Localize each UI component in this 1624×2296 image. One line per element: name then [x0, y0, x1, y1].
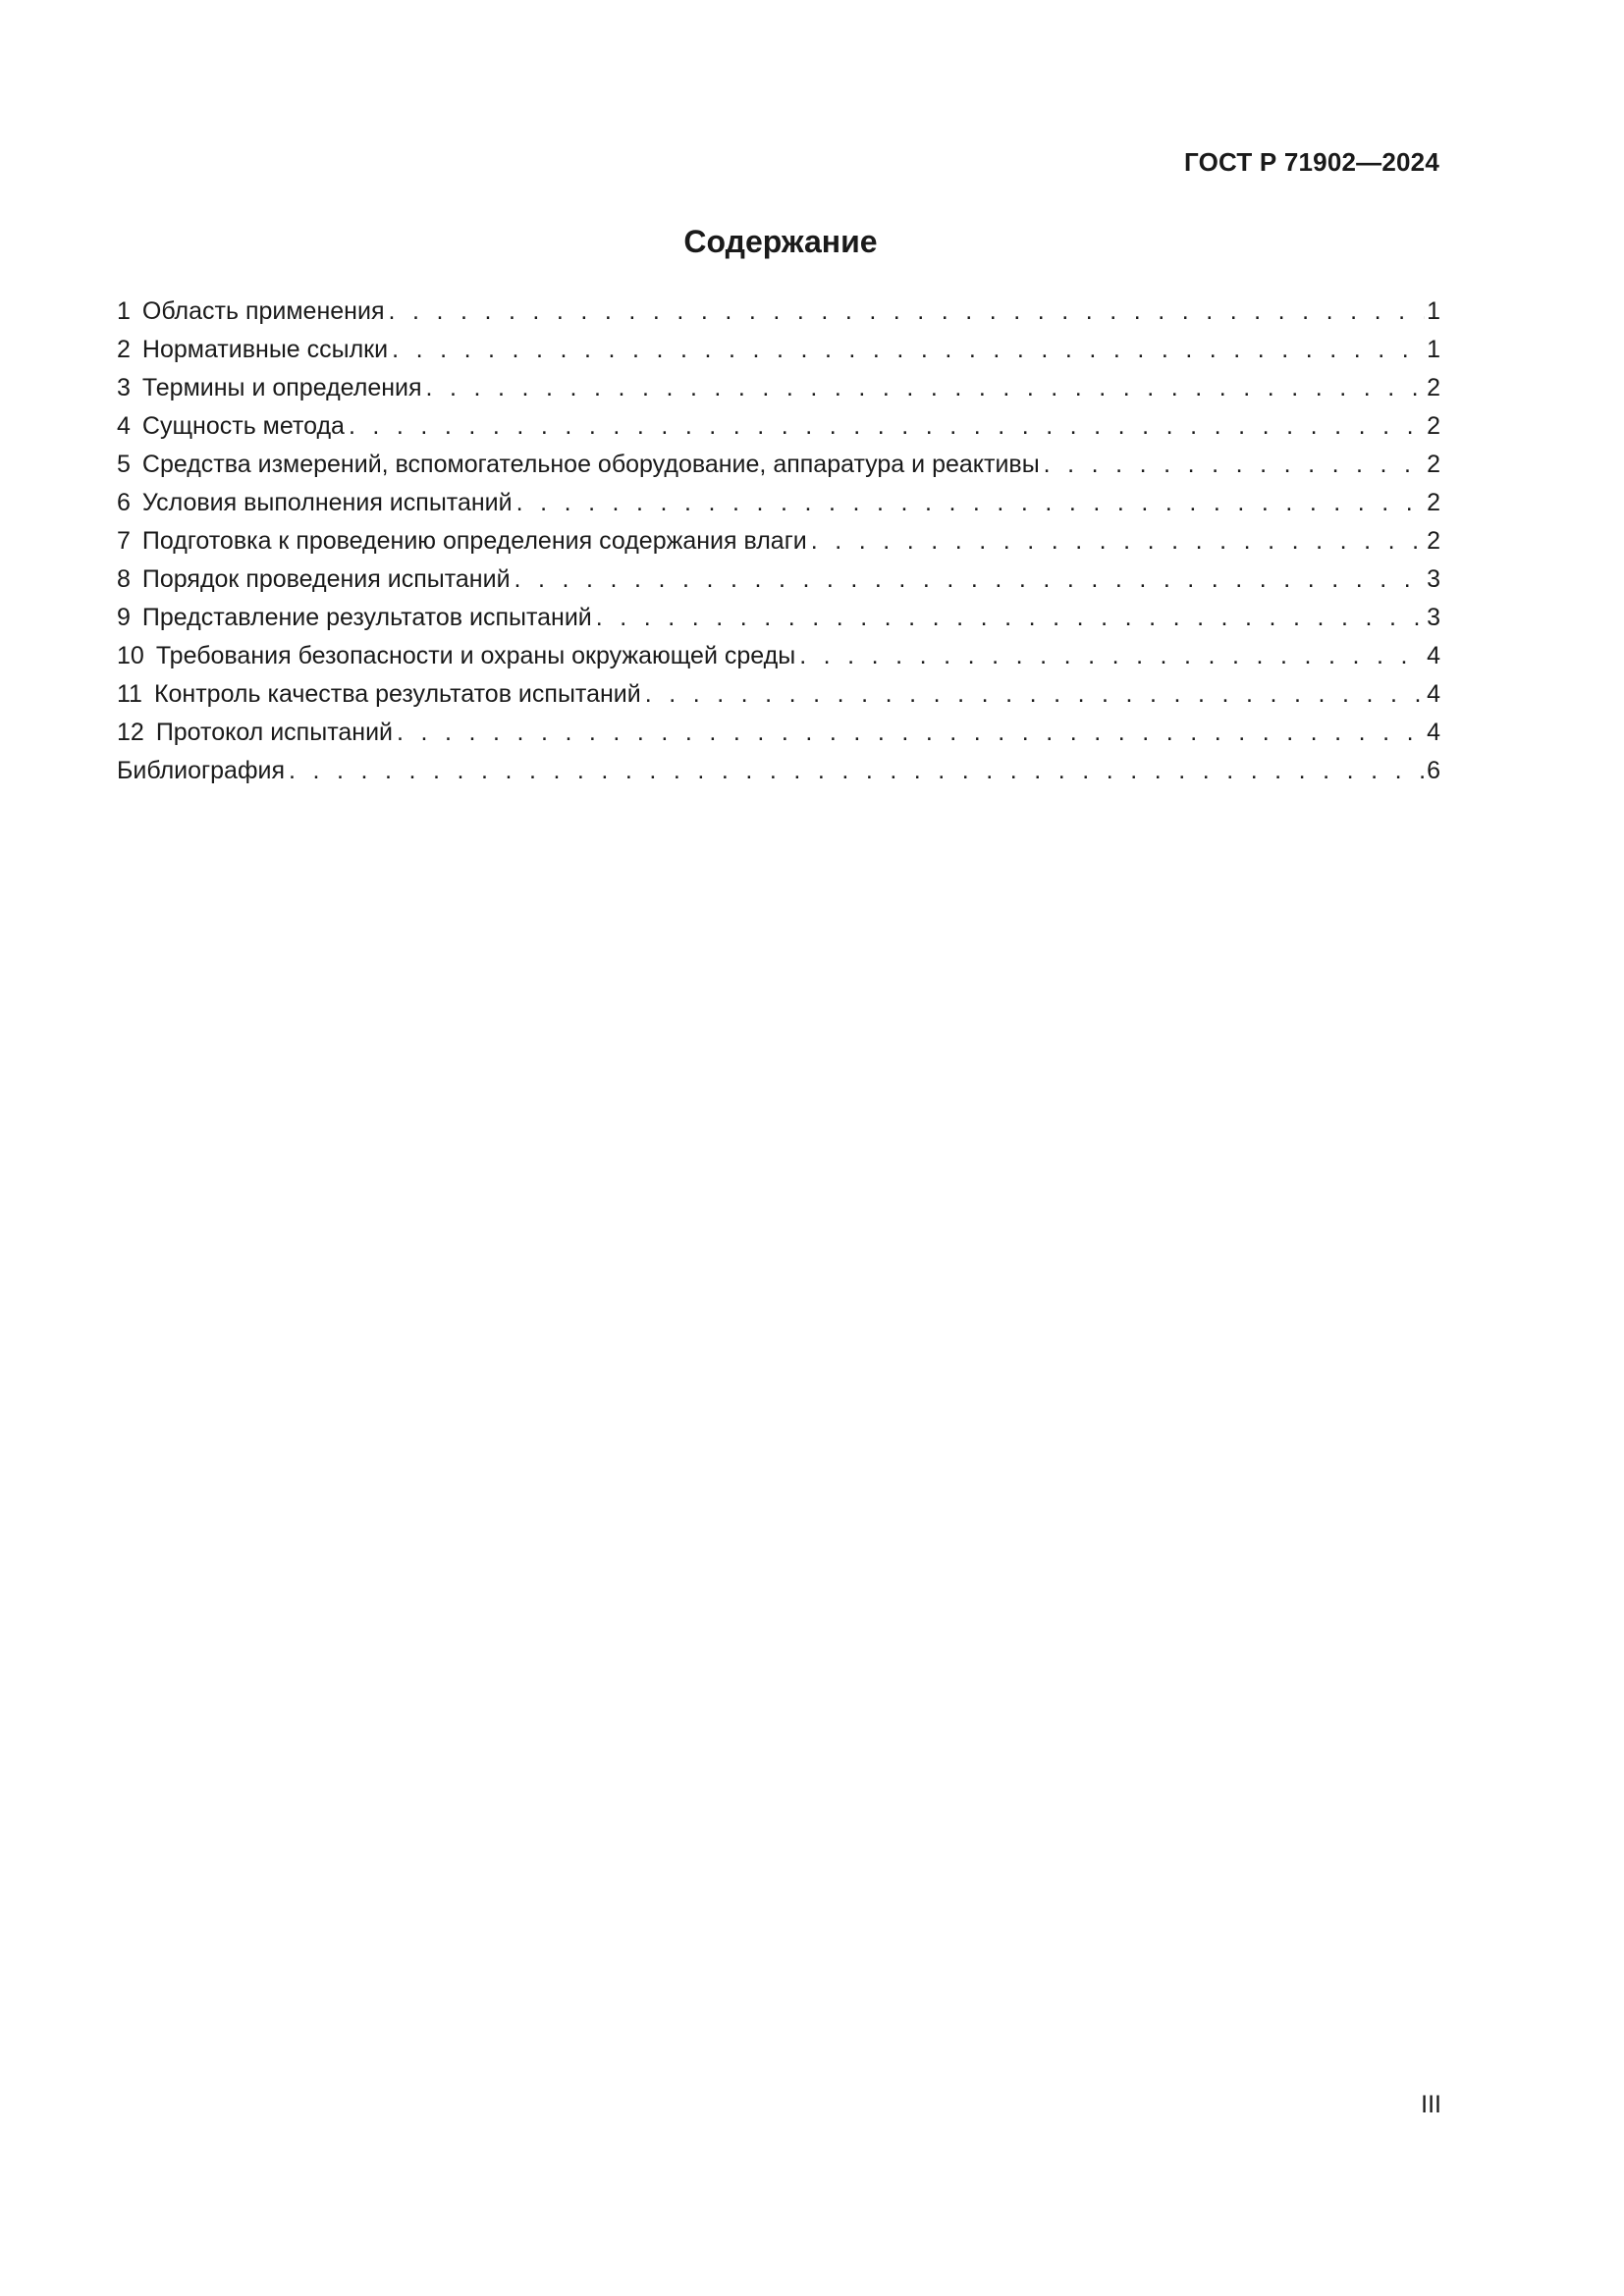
- toc-dot-leader: [349, 407, 1425, 446]
- toc-dot-leader: [392, 331, 1425, 369]
- document-code: ГОСТ Р 71902—2024: [1184, 147, 1439, 177]
- toc-dot-leader: [811, 522, 1425, 561]
- toc-dot-leader: [397, 714, 1425, 752]
- toc-entry-number: 3: [117, 374, 131, 401]
- toc-entry[interactable]: [117, 561, 1440, 599]
- toc-entry-number: 8: [117, 565, 131, 593]
- toc-entry-label: Библиография: [117, 757, 286, 784]
- toc-entry-page: 4: [1427, 680, 1440, 708]
- toc-entry-page: 3: [1427, 565, 1440, 593]
- toc-entry[interactable]: [117, 675, 1440, 714]
- toc-entry-number: 11: [117, 680, 142, 708]
- toc-dot-leader: [426, 369, 1426, 407]
- toc-entry[interactable]: [117, 522, 1440, 561]
- toc-dot-leader: [799, 637, 1425, 675]
- toc-dot-leader: [1044, 446, 1425, 484]
- toc-entry[interactable]: [117, 407, 1440, 446]
- toc-entry-number: 6: [117, 489, 131, 516]
- toc-entry-number: 12: [117, 719, 144, 746]
- page-number: III: [1421, 2091, 1441, 2118]
- toc-entry-label: Область применения: [141, 297, 385, 325]
- toc-entry[interactable]: [117, 446, 1440, 484]
- toc-entry-number: 4: [117, 412, 131, 440]
- toc-entry[interactable]: [117, 293, 1440, 331]
- toc-entry[interactable]: [117, 599, 1440, 637]
- toc-entry-number: 9: [117, 604, 131, 631]
- toc-dot-leader: [645, 675, 1425, 714]
- toc-entry-page: 2: [1427, 412, 1440, 440]
- toc-entry[interactable]: [117, 637, 1440, 675]
- toc-title: Содержание: [683, 224, 878, 259]
- toc-dot-leader: [514, 561, 1426, 599]
- toc-entry-page: 2: [1427, 527, 1440, 555]
- toc-entry-label: Представление результатов испытаний: [141, 604, 592, 631]
- toc-entry-label: Порядок проведения испытаний: [141, 565, 511, 593]
- toc-entry[interactable]: [117, 369, 1440, 407]
- toc-entry-label: Контроль качества результатов испытаний: [153, 680, 641, 708]
- toc-entry[interactable]: [117, 331, 1440, 369]
- toc-dot-leader: [388, 293, 1425, 331]
- toc-entry-label: Подготовка к проведению определения содержания влаги: [141, 527, 807, 555]
- toc-entry-number: 5: [117, 451, 131, 478]
- toc-dot-leader: [289, 752, 1425, 790]
- toc-entry-page: 1: [1427, 336, 1440, 363]
- toc-entry-label: Требования безопасности и охраны окружающей среды: [155, 642, 796, 669]
- toc-entry-label: Средства измерений, вспомогательное оборудование, аппаратура и реактивы: [141, 451, 1040, 478]
- toc-entry-page: 4: [1427, 719, 1440, 746]
- toc-dot-leader: [516, 484, 1426, 522]
- toc-entry-page: 2: [1427, 374, 1440, 401]
- table-of-contents: [117, 293, 1440, 790]
- toc-entry-number: 7: [117, 527, 131, 555]
- toc-entry-label: Нормативные ссылки: [141, 336, 389, 363]
- toc-entry-page: 6: [1427, 757, 1440, 784]
- toc-entry-page: 1: [1427, 297, 1440, 325]
- toc-entry-page: 3: [1427, 604, 1440, 631]
- toc-entry[interactable]: [117, 484, 1440, 522]
- toc-entry[interactable]: [117, 714, 1440, 752]
- toc-entry-bibliography[interactable]: [117, 752, 1440, 790]
- toc-entry-page: 2: [1427, 451, 1440, 478]
- toc-entry-number: 2: [117, 336, 131, 363]
- toc-entry-number: 10: [117, 642, 144, 669]
- toc-entry-page: 2: [1427, 489, 1440, 516]
- toc-entry-number: 1: [117, 297, 131, 325]
- toc-dot-leader: [596, 599, 1425, 637]
- toc-entry-page: 4: [1427, 642, 1440, 669]
- toc-entry-label: Сущность метода: [141, 412, 345, 440]
- toc-entry-label: Условия выполнения испытаний: [141, 489, 513, 516]
- toc-entry-label: Протокол испытаний: [155, 719, 393, 746]
- toc-entry-label: Термины и определения: [141, 374, 422, 401]
